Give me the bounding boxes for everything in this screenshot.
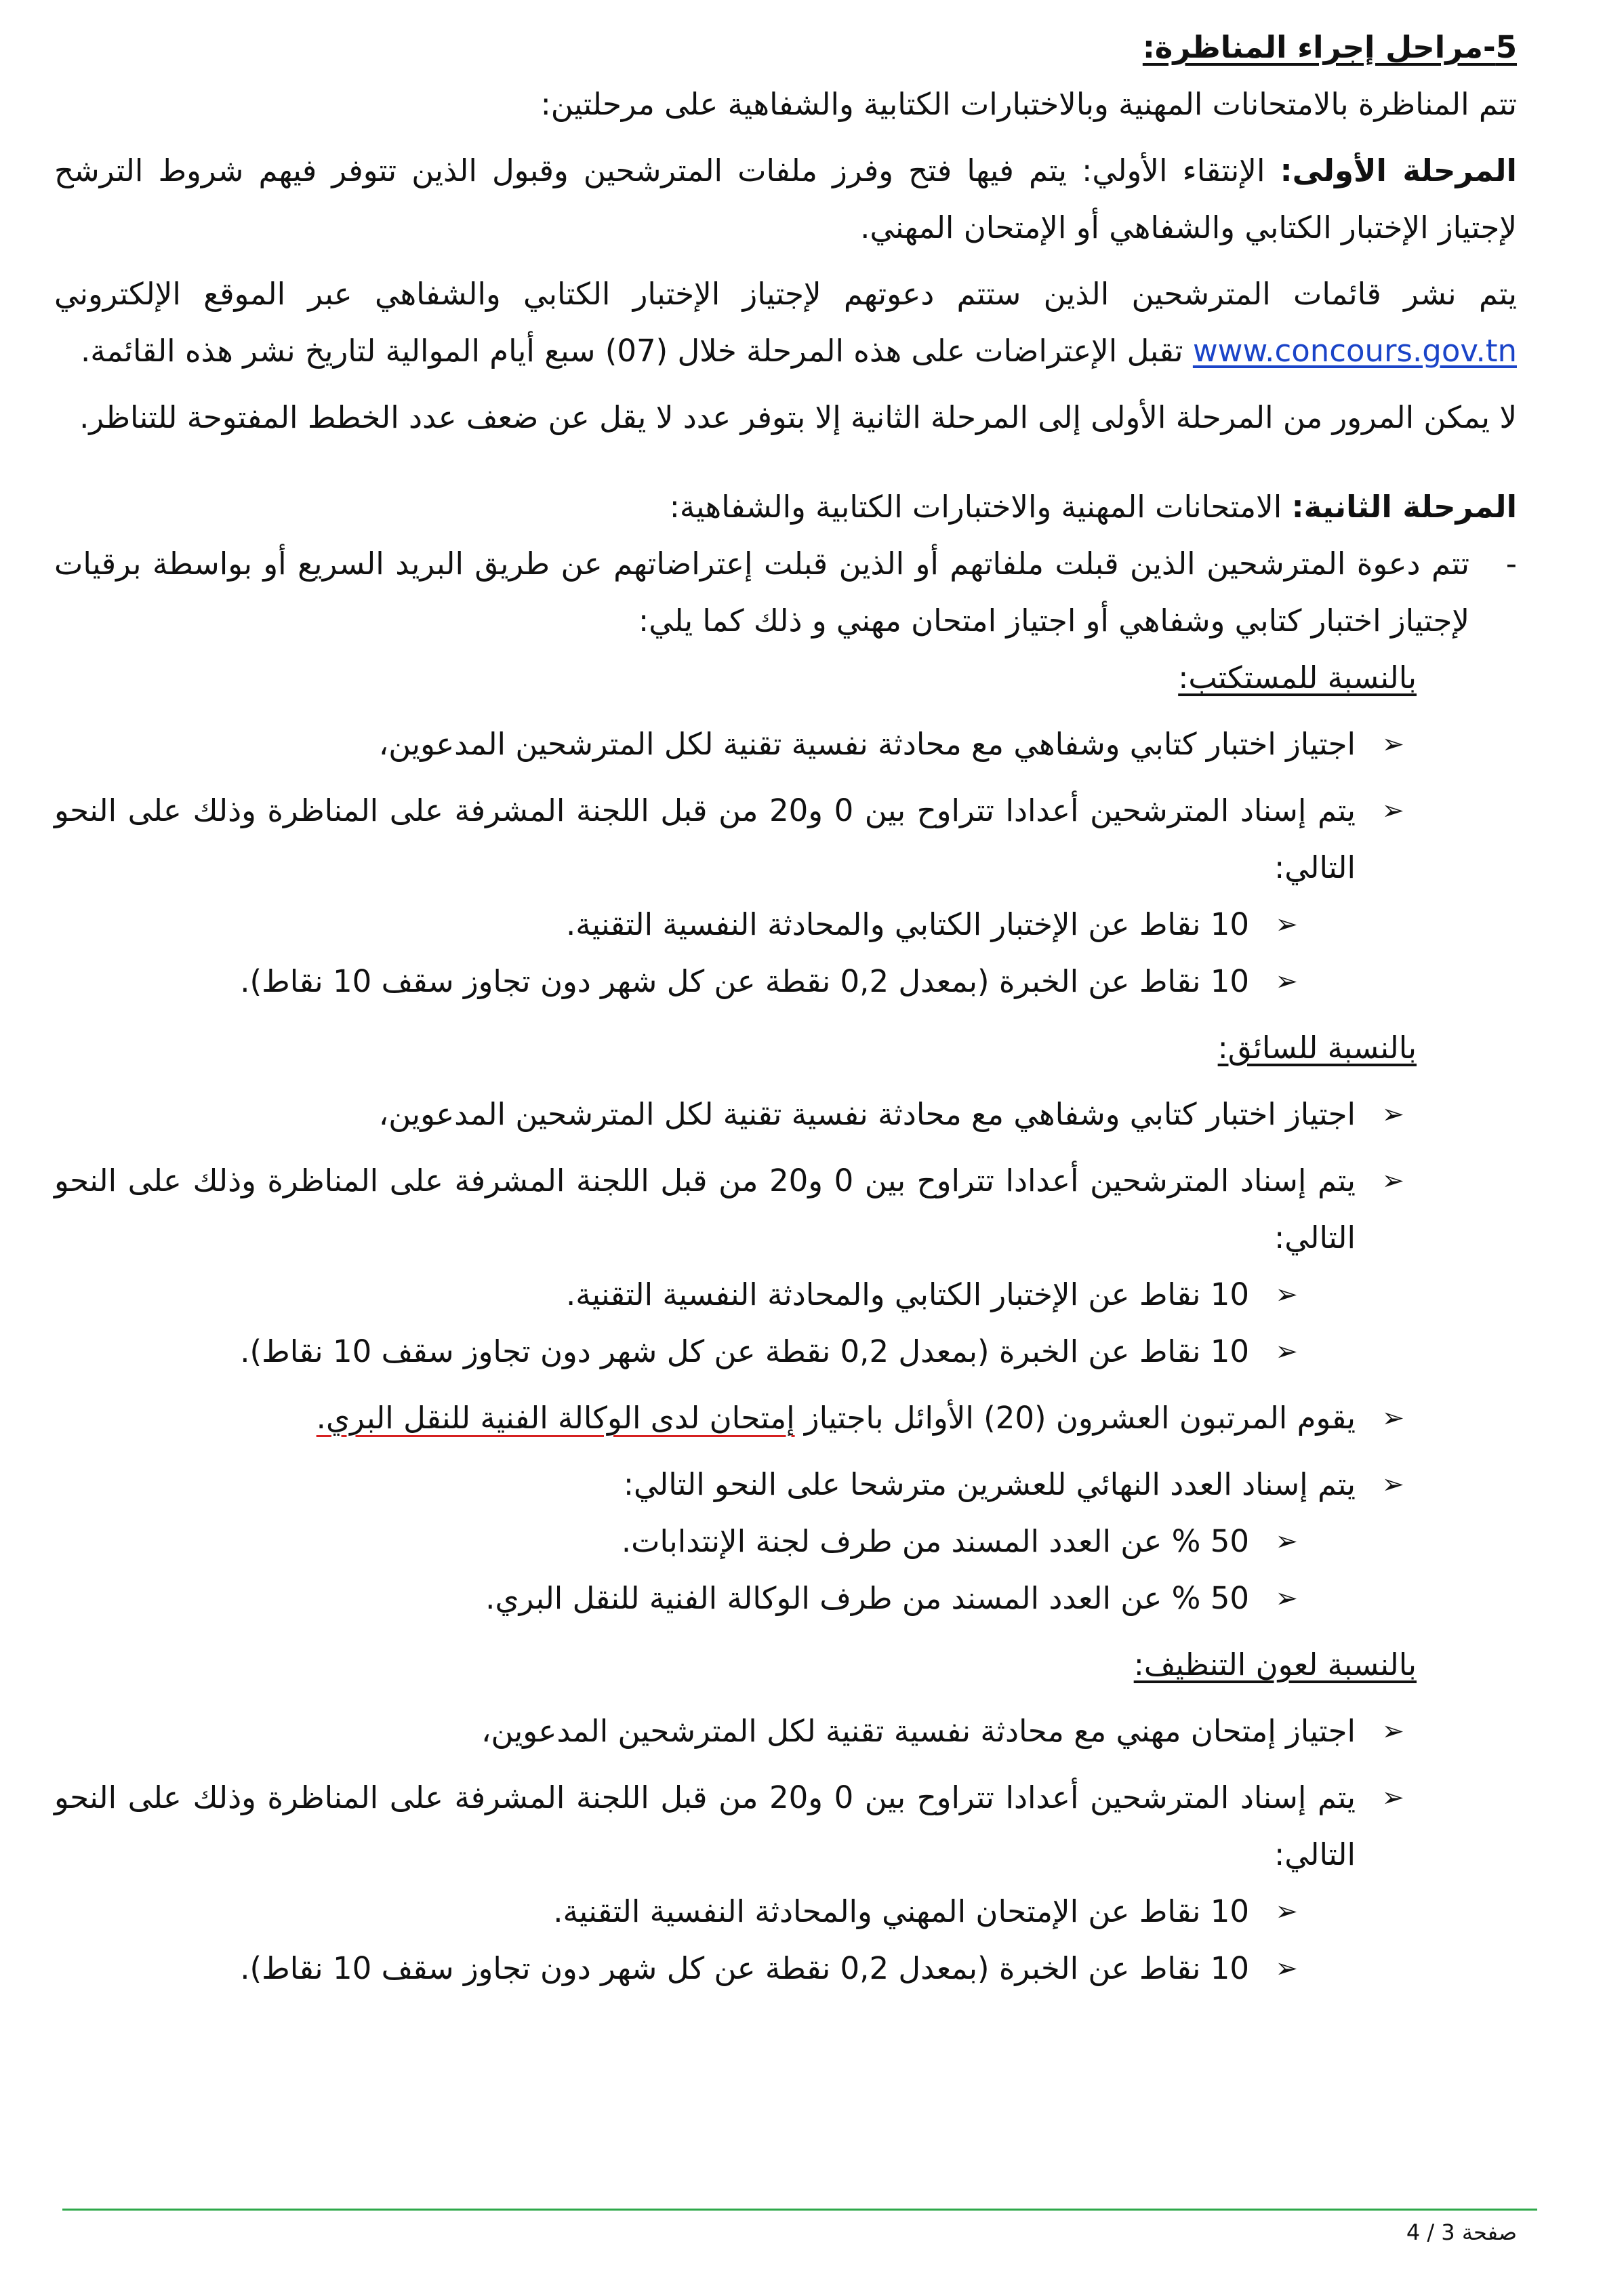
driver-section-title: بالنسبة للسائق: xyxy=(1217,1030,1417,1066)
driver-subbullet-3: ➢ 50 % عن العدد المسند من طرف لجنة الإنتدابات. xyxy=(54,1513,1249,1570)
arrow-icon: ➢ xyxy=(1381,1469,1404,1500)
dash-marker: - xyxy=(1505,546,1517,582)
arrow-icon: ➢ xyxy=(1381,1099,1404,1130)
cleaner-section-title: بالنسبة لعون التنظيف: xyxy=(1133,1647,1417,1683)
clerk-bullet-1: ➢ اجتياز اختبار كتابي وشفاهي مع محادثة نفسية تقنية لكل المترشحين المدعوين، xyxy=(54,716,1356,773)
stage2-label: المرحلة الثانية: xyxy=(1291,489,1517,525)
driver-bullet-2: ➢ يتم إسناد المترشحين أعدادا تتراوح بين 0 و20 من قبل اللجنة المشرفة على المناظرة وذلك على النحو التالي: xyxy=(54,1152,1356,1266)
arrow-icon: ➢ xyxy=(1275,1953,1298,1984)
stage1-text: الإنتقاء الأولي: يتم فيها فتح وفرز ملفات المترشحين وقبول الذين تتوفر فيهم شروط الترشح لإجتياز الإختبار الكتابي والشفاهي أو الإمتحان المهني. xyxy=(54,153,1517,245)
clerk-bullet-2: ➢ يتم إسناد المترشحين أعدادا تتراوح بين 0 و20 من قبل اللجنة المشرفة على المناظرة وذلك على النحو التالي: xyxy=(54,782,1356,896)
stage2-text: الامتحانات المهنية والاختبارات الكتابية والشفاهية: xyxy=(669,489,1292,525)
cleaner-subbullet-1: ➢ 10 نقاط عن الإمتحان المهني والمحادثة النفسية التقنية. xyxy=(54,1883,1249,1940)
driver-bullet-3: ➢ يقوم المرتبون العشرون (20) الأوائل باجتياز إمتحان لدى الوكالة الفنية للنقل البري. xyxy=(54,1390,1356,1447)
arrow-icon: ➢ xyxy=(1275,1336,1298,1367)
driver-bullet-1: ➢ اجتياز اختبار كتابي وشفاهي مع محادثة نفسية تقنية لكل المترشحين المدعوين، xyxy=(54,1086,1356,1143)
arrow-icon: ➢ xyxy=(1275,1583,1298,1614)
clerk-subbullet-1: ➢ 10 نقاط عن الإختبار الكتابي والمحادثة النفسية التقنية. xyxy=(54,896,1249,953)
arrow-icon: ➢ xyxy=(1381,795,1404,826)
stage2-paragraph xyxy=(54,479,1517,536)
arrow-icon: ➢ xyxy=(1275,1279,1298,1310)
clerk-subbullet-2: ➢ 10 نقاط عن الخبرة (بمعدل 0,2 نقطة عن كل شهر دون تجاوز سقف 10 نقاط). xyxy=(54,953,1249,1010)
stage1-paragraph xyxy=(54,142,1517,256)
document-page xyxy=(54,19,1517,2296)
driver-subbullet-4: ➢ 50 % عن العدد المسند من طرف الوكالة الفنية للنقل البري. xyxy=(54,1570,1249,1627)
invite-text: تتم دعوة المترشحين الذين قبلت ملفاتهم أو الذين قبلت إعتراضاتهم عن طريق البريد السريع أو بواسطة برقيات لإجتياز اختبار كتابي وشفاهي أو اجتياز امتحان مهني و ذلك كما يلي: xyxy=(54,546,1469,639)
arrow-icon: ➢ xyxy=(1381,1782,1404,1813)
page-number: صفحة 3 / 4 xyxy=(1406,2219,1517,2245)
arrow-icon: ➢ xyxy=(1275,909,1298,940)
cleaner-bullet-2: ➢ يتم إسناد المترشحين أعدادا تتراوح بين 0 و20 من قبل اللجنة المشرفة على المناظرة وذلك على النحو التالي: xyxy=(54,1769,1356,1883)
footer-divider xyxy=(62,2209,1537,2211)
arrow-icon: ➢ xyxy=(1275,966,1298,997)
clerk-section-title: بالنسبة للمستكتب: xyxy=(1178,660,1417,696)
driver-subbullet-1: ➢ 10 نقاط عن الإختبار الكتابي والمحادثة النفسية التقنية. xyxy=(54,1266,1249,1323)
publish-paragraph xyxy=(54,266,1517,380)
arrow-icon: ➢ xyxy=(1381,1716,1404,1747)
arrow-icon: ➢ xyxy=(1381,1403,1404,1434)
cleaner-subbullet-2: ➢ 10 نقاط عن الخبرة (بمعدل 0,2 نقطة عن كل شهر دون تجاوز سقف 10 نقاط). xyxy=(54,1940,1249,1997)
objection-text: تقبل الإعتراضات على هذه المرحلة خلال (07) سبع أيام الموالية لتاريخ نشر هذه القائمة. xyxy=(81,333,1193,369)
cleaner-bullet-1: ➢ اجتياز إمتحان مهني مع محادثة نفسية تقنية لكل المترشحين المدعوين، xyxy=(54,1703,1356,1760)
intro-paragraph: تتم المناظرة بالامتحانات المهنية وبالاختبارات الكتابية والشفاهية على مرحلتين: xyxy=(540,86,1517,122)
section-heading: 5-مراحل إجراء المناظرة: xyxy=(1142,29,1517,65)
arrow-icon: ➢ xyxy=(1381,1165,1404,1196)
arrow-icon: ➢ xyxy=(1275,1896,1298,1927)
publish-text: يتم نشر قائمات المترشحين الذين ستتم دعوتهم لإجتياز الإختبار الكتابي والشفاهي عبر الموقع الإلكتروني xyxy=(54,276,1517,312)
concours-link[interactable]: www.concours.gov.tn xyxy=(1192,333,1517,369)
spell-underlined-text: إمتحان لدى الوكالة الفنية للنقل البري. xyxy=(316,1400,795,1436)
stage1-label: المرحلة الأولى: xyxy=(1280,153,1517,188)
driver-subbullet-2: ➢ 10 نقاط عن الخبرة (بمعدل 0,2 نقطة عن كل شهر دون تجاوز سقف 10 نقاط). xyxy=(54,1323,1249,1380)
invite-item xyxy=(54,536,1517,649)
arrow-icon: ➢ xyxy=(1275,1526,1298,1557)
transition-paragraph: لا يمكن المرور من المرحلة الأولى إلى المرحلة الثانية إلا بتوفر عدد لا يقل عن ضعف عدد الخطط المفتوحة للتناظر. xyxy=(79,399,1517,435)
arrow-icon: ➢ xyxy=(1381,729,1404,760)
driver-bullet-4: ➢ يتم إسناد العدد النهائي للعشرين مترشحا على النحو التالي: xyxy=(54,1456,1356,1513)
